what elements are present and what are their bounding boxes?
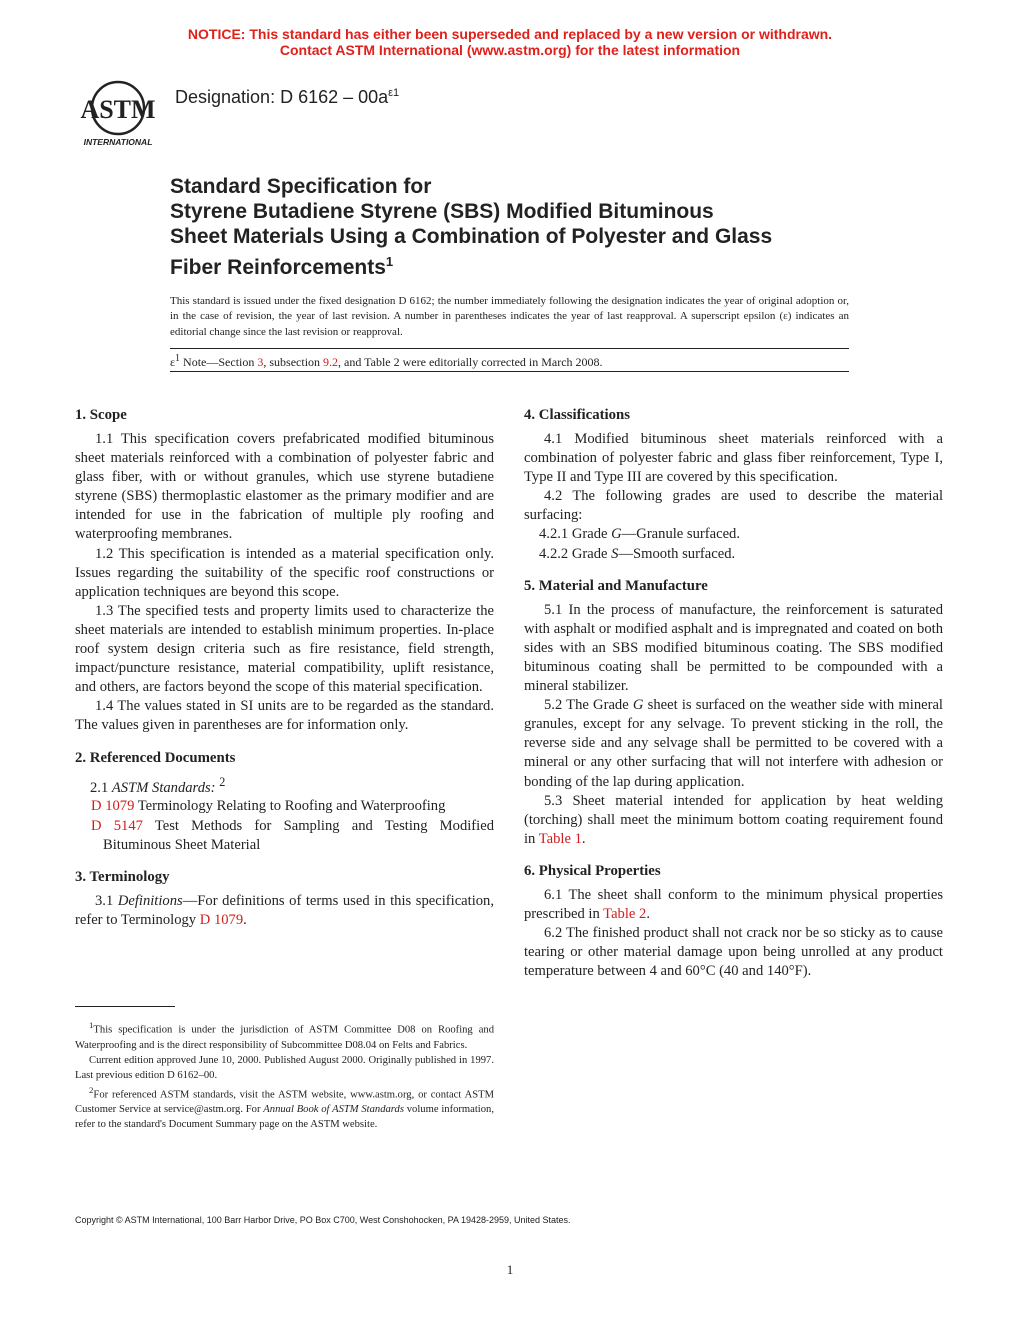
title-line: Styrene Butadiene Styrene (SBS) Modified Bituminous <box>170 200 714 223</box>
reference-link[interactable]: D 1079 <box>199 911 244 928</box>
divider <box>170 348 849 349</box>
designation <box>175 87 399 108</box>
superscript: 1 <box>89 1020 94 1030</box>
title-line: Sheet Materials Using a Combination of Polyester and Glass <box>170 225 773 248</box>
divider <box>170 371 849 372</box>
title-line-text: Fiber Reinforcements <box>170 256 386 279</box>
document-title <box>170 174 870 280</box>
copyright: Copyright © ASTM International, 100 Barr Harbor Drive, PO Box C700, West Conshohocken, PA 19428-2959, United States. <box>75 1215 571 1225</box>
text: ε <box>170 355 176 369</box>
astm-logo <box>78 78 160 148</box>
section <box>75 868 494 930</box>
paragraph <box>75 817 494 855</box>
section-heading: 3. Terminology <box>75 868 170 885</box>
paragraph <box>524 601 943 696</box>
paragraph <box>524 430 943 487</box>
text: 2.1 <box>90 779 112 796</box>
text: Terminology Relating to Roofing and Waterproofing <box>134 798 446 815</box>
withdrawal-notice <box>0 26 1020 58</box>
footnote <box>75 1018 494 1053</box>
section <box>524 577 943 849</box>
text: Test Methods for Sampling and Testing Modified Bituminous Sheet Material <box>103 817 494 853</box>
italic-text: S <box>611 545 619 562</box>
page-number: 1 <box>506 1262 514 1277</box>
title-line: Standard Specification for <box>170 175 432 198</box>
reference-link[interactable]: Table 1 <box>538 830 582 847</box>
paragraph <box>524 696 943 791</box>
paragraph <box>524 487 943 525</box>
text: —Granule surfaced. <box>621 526 741 543</box>
text: For referenced ASTM standards, visit the ASTM website, www.astm.org, or contact ASTM Customer Service at service@astm.org. For <box>75 1089 494 1116</box>
paragraph <box>75 797 494 816</box>
right-column <box>524 406 943 994</box>
section-heading: 5. Material and Manufacture <box>524 577 708 594</box>
reference-link[interactable]: D 5147 <box>91 817 143 834</box>
reference-link[interactable]: D 1079 <box>91 798 135 815</box>
text: 5.1 In the process of manufacture, the reinforcement is saturated with asphalt or modified asphalt and is impregnated and coated on both sides with an SBS modified bituminous coating. The SBS modified bituminous coating shall be permitted to be compounded with a mineral stabilizer. <box>524 601 943 695</box>
section <box>524 406 943 564</box>
footnote <box>75 1083 494 1133</box>
text: —For definitions of terms used in this specification, refer to Terminology <box>75 892 494 928</box>
italic-text: G <box>632 697 644 714</box>
section <box>75 406 494 736</box>
notice-line-2: Contact ASTM International (www.astm.org) for the latest information <box>279 42 741 58</box>
text: 6.1 The sheet shall conform to the minimum physical properties prescribed in <box>524 886 943 922</box>
text: Current edition approved June 10, 2000. Published August 2000. Originally published in 1997. Last previous edition D 6162–00. <box>75 1054 494 1081</box>
text: 5.2 The Grade <box>544 697 633 714</box>
paragraph <box>75 697 494 735</box>
text: 4.2.1 Grade <box>539 526 612 543</box>
italic-text: G <box>611 526 622 543</box>
editorial-note <box>170 353 603 370</box>
text: —Smooth surfaced. <box>618 545 736 562</box>
italic-text: Definitions <box>117 892 183 909</box>
section-heading: 6. Physical Properties <box>524 862 661 879</box>
footnote <box>75 1053 494 1083</box>
text: 3.1 <box>95 892 118 909</box>
section-heading: 1. Scope <box>75 407 127 423</box>
paragraph <box>524 886 943 924</box>
paragraph <box>75 773 494 798</box>
text: , and Table 2 were editorially corrected in March 2008. <box>338 355 603 369</box>
left-column <box>75 406 494 943</box>
superscript: 2 <box>219 774 226 789</box>
svg-text:INTERNATIONAL: INTERNATIONAL <box>83 137 153 147</box>
italic-text: ASTM Standards: <box>111 779 216 796</box>
text: 1.1 This specification covers prefabricated modified bituminous sheet materials reinforced with a combination of polyester fabric and glass fiber, with or without granules, which use styrene butadiene styrene (SBS) thermoplastic elastomer as the primary modifier and are intended for use in the fabrication of multiple ply roofing and waterproofing membranes. <box>75 431 494 543</box>
text: 5.3 Sheet material intended for application by heat welding (torching) shall meet the minimum bottom coating requirement found in <box>524 792 943 847</box>
text: 6.2 The finished product shall not crack nor be so sticky as to cause tearing or other material damage upon being unrolled at any product temperature between 4 and 60°C (40 and 140°F). <box>524 925 943 980</box>
paragraph <box>524 924 943 981</box>
footnote-divider <box>75 1006 175 1007</box>
text: 4.1 Modified bituminous sheet materials reinforced with a combination of polyester fabric and glass fiber reinforcement, Type I, Type II and Type III are covered by this specification. <box>524 431 943 486</box>
footnote-ref: 1 <box>385 254 394 269</box>
paragraph <box>75 430 494 545</box>
superscript: 2 <box>89 1084 94 1095</box>
text: This specification is under the jurisdiction of ASTM Committee D08 on Roofing and Waterproofing and is the direct responsibility of Subcommittee D08.04 on Felts and Fabrics. <box>75 1024 494 1051</box>
text: 1.4 The values stated in SI units are to be regarded as the standard. The values given in parentheses are for information only. <box>75 698 494 734</box>
designation-epsilon: ε1 <box>388 87 400 99</box>
notice-line-1: NOTICE: This standard has either been superseded and replaced by a new version or withdrawn. <box>187 26 833 42</box>
text: . <box>646 905 650 922</box>
paragraph <box>75 602 494 697</box>
reference-link[interactable]: 9.2 <box>323 355 339 369</box>
text: sheet is surfaced on the weather side with mineral granules, except for any selvage. To prevent sticking in the roll, the reverse side and any selvage shall be permitted to be covered with a mineral or any other surfacing that will not interfere with adhesion or bonding of the lap during application. <box>524 697 943 790</box>
issuance-statement: This standard is issued under the fixed designation D 6162; the number immediately following the designation indicates the year of original adoption or, in the case of revision, the year of last revision. A number in parentheses indicates the year of last reapproval. A superscript epsilon (ε) indicates an editorial change since the last revision or reapproval. <box>170 295 849 338</box>
designation-label: Designation: D 6162 – 00a <box>175 87 389 107</box>
text: 1.3 The specified tests and property limits used to characterize the sheet materials are intended to establish minimum properties. In-place roof system design criteria such as fire resistance, field strength, impact/puncture resistance, material compatibility, uplift resistance, and others, are factors beyond the scope of this material specification. <box>75 602 494 696</box>
paragraph <box>75 545 494 602</box>
text: 4.2.2 Grade <box>539 545 612 562</box>
svg-text:ASTM: ASTM <box>80 95 156 124</box>
paragraph <box>75 892 494 930</box>
paragraph <box>524 792 943 849</box>
section-heading: 4. Classifications <box>524 407 631 423</box>
title-line <box>170 249 870 280</box>
section <box>75 749 494 855</box>
paragraph <box>524 545 943 564</box>
text: . <box>243 911 247 928</box>
text: . <box>581 830 586 847</box>
superscript: 1 <box>175 353 181 364</box>
text: 4.2 The following grades are used to describe the material surfacing: <box>524 488 943 524</box>
reference-link[interactable]: Table 2 <box>603 905 647 922</box>
paragraph <box>524 525 943 544</box>
text: Note—Section <box>180 355 258 369</box>
reference-link[interactable]: 3 <box>257 355 264 369</box>
text: , subsection <box>263 355 324 369</box>
section-heading: 2. Referenced Documents <box>75 749 236 766</box>
italic-text: Annual Book of ASTM Standards <box>263 1104 404 1116</box>
text: 1.2 This specification is intended as a material specification only. Issues regarding the suitability of the specific roof constructions or application techniques are beyond this scope. <box>75 545 494 600</box>
section <box>524 862 943 981</box>
footnotes <box>75 1018 494 1132</box>
text: volume information, refer to the standard's Document Summary page on the ASTM website. <box>75 1104 494 1131</box>
